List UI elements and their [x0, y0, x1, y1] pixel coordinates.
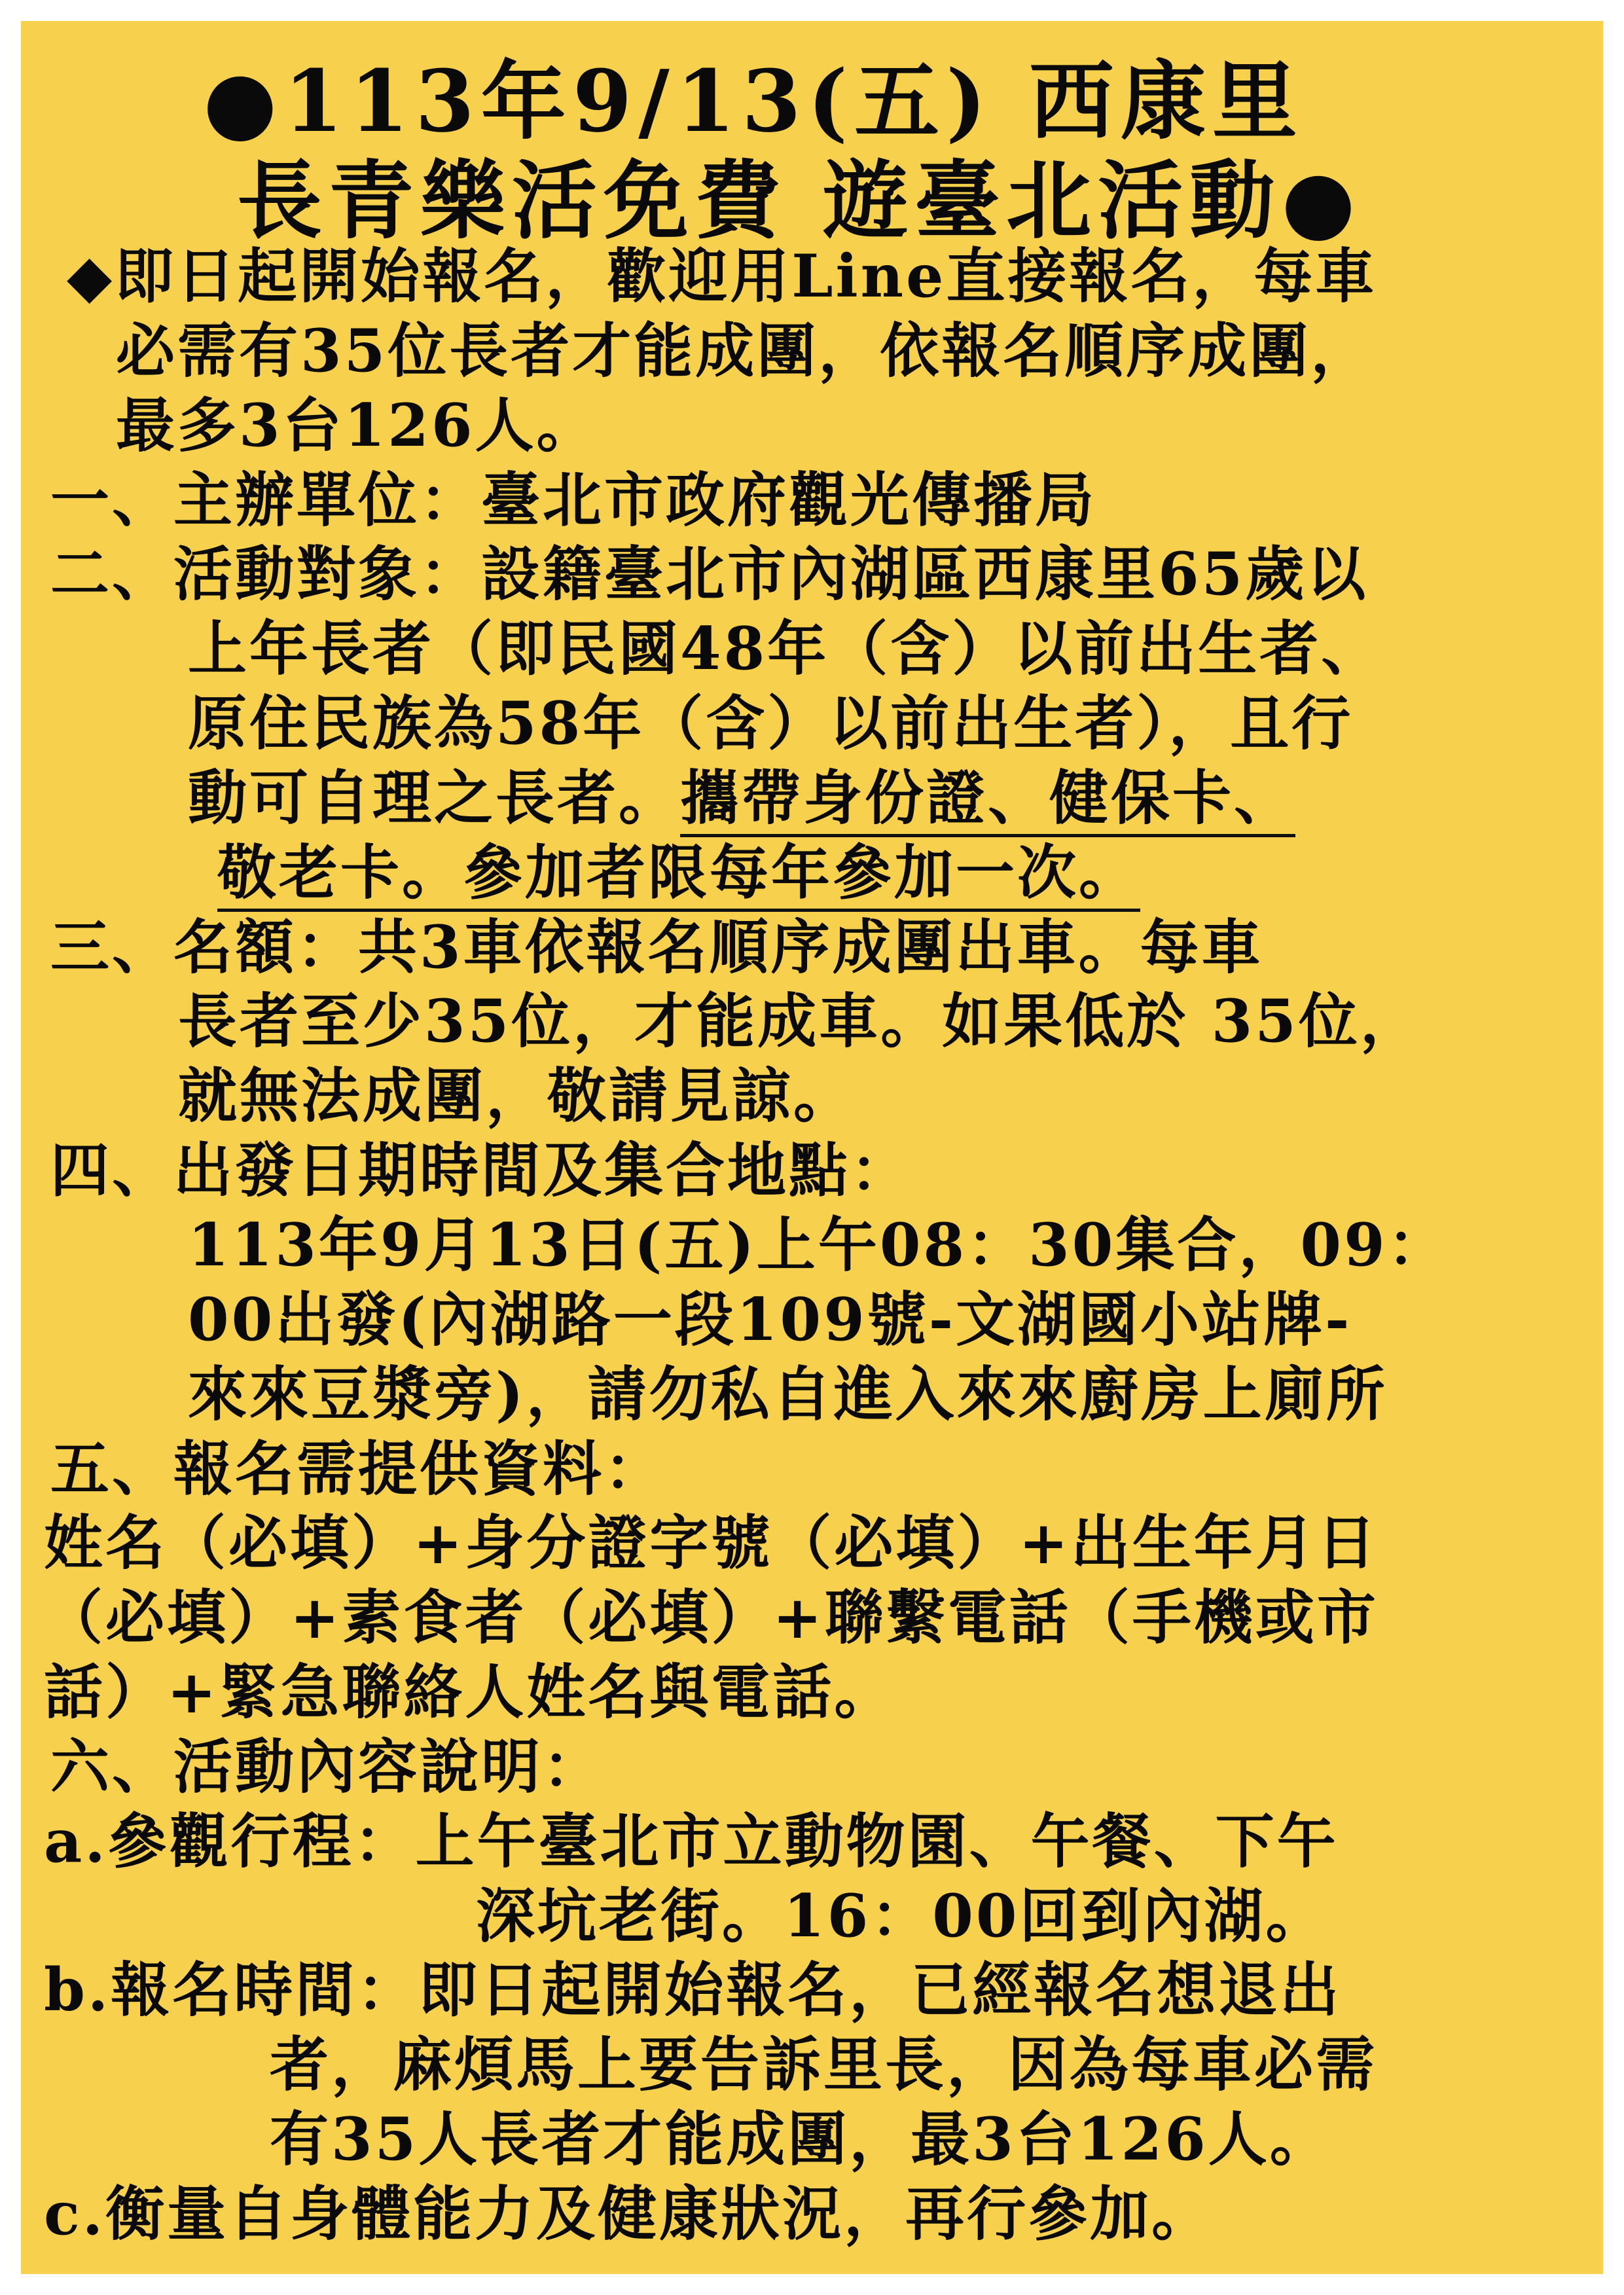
title-line-2: 長青樂活免費 遊臺北活動● [237, 151, 1362, 251]
section-2-underlined-limit-note: 敬老卡。參加者限每年參加一次。 [217, 838, 1140, 912]
section-5-line-2: 姓名（必填）+身分證字號（必填）+出生年月日 [44, 1508, 1379, 1578]
item-a-line-1: a.參觀行程：上午臺北市立動物園、午餐、下午 [44, 1807, 1339, 1876]
section-4-line-1: 四、出發日期時間及集合地點： [50, 1136, 912, 1205]
title-line-1: ●113年9/13(五) 西康里 [203, 51, 1304, 151]
section-4-line-3: 00出發(內湖路一段109號-文湖國小站牌- [188, 1285, 1352, 1354]
section-3-line-3: 就無法成團，敬請見諒。 [178, 1061, 855, 1130]
intro-line-3: 最多3台126人。 [116, 391, 598, 460]
item-c-line-1: c.衡量自身體能力及健康狀況，再行參加。 [44, 2179, 1214, 2249]
section-3-line-2: 長者至少35位，才能成車。如果低於 35位， [178, 986, 1422, 1056]
section-5-line-3: （必填）+素食者（必填）+聯繫電話（手機或市 [44, 1583, 1379, 1652]
section-2-line-3: 原住民族為58年（含）以前出生者），且行 [188, 689, 1354, 758]
section-3-line-1: 三、名額：共3車依報名順序成團出車。每車 [50, 913, 1263, 982]
item-b-line-3: 有35人長者才能成團，最3台126人。 [270, 2105, 1331, 2174]
section-2-line-2: 上年長者（即民國48年（含）以前出生者、 [188, 614, 1383, 683]
section-5-line-4: 話）+緊急聯絡人姓名與電話。 [44, 1657, 896, 1727]
section-2-line-1: 二、活動對象：設籍臺北市內湖區西康里65歲以 [50, 539, 1369, 609]
section-6-line-1: 六、活動內容說明： [50, 1732, 604, 1801]
flyer-sheet [21, 21, 1603, 2274]
section-4-line-2: 113年9月13日(五)上午08：30集合，09： [188, 1210, 1449, 1280]
section-2-line-4 [188, 765, 1295, 831]
item-b-line-2: 者，麻煩馬上要告訴里長，因為每車必需 [270, 2030, 1377, 2099]
section-2-line-4-text: 動可自理之長者。 [188, 763, 680, 833]
section-2-line-5 [217, 840, 1140, 905]
section-4-line-4: 來來豆漿旁)，請勿私自進入來來廚房上廁所 [188, 1360, 1388, 1429]
intro-line-2: 必需有35位長者才能成團，依報名順序成團， [116, 316, 1373, 386]
intro-line-1: ◆即日起開始報名，歡迎用Line直接報名，每車 [67, 242, 1377, 311]
section-5-line-1: 五、報名需提供資料： [50, 1434, 666, 1504]
section-1-organizer: 一、主辦單位：臺北市政府觀光傳播局 [50, 465, 1096, 535]
item-a-line-2: 深坑老街。16：00回到內湖。 [476, 1881, 1327, 1951]
section-2-underlined-id-note: 攜帶身份證、健保卡、 [680, 763, 1295, 837]
item-b-line-1: b.報名時間：即日起開始報名，已經報名想退出 [44, 1955, 1342, 2025]
